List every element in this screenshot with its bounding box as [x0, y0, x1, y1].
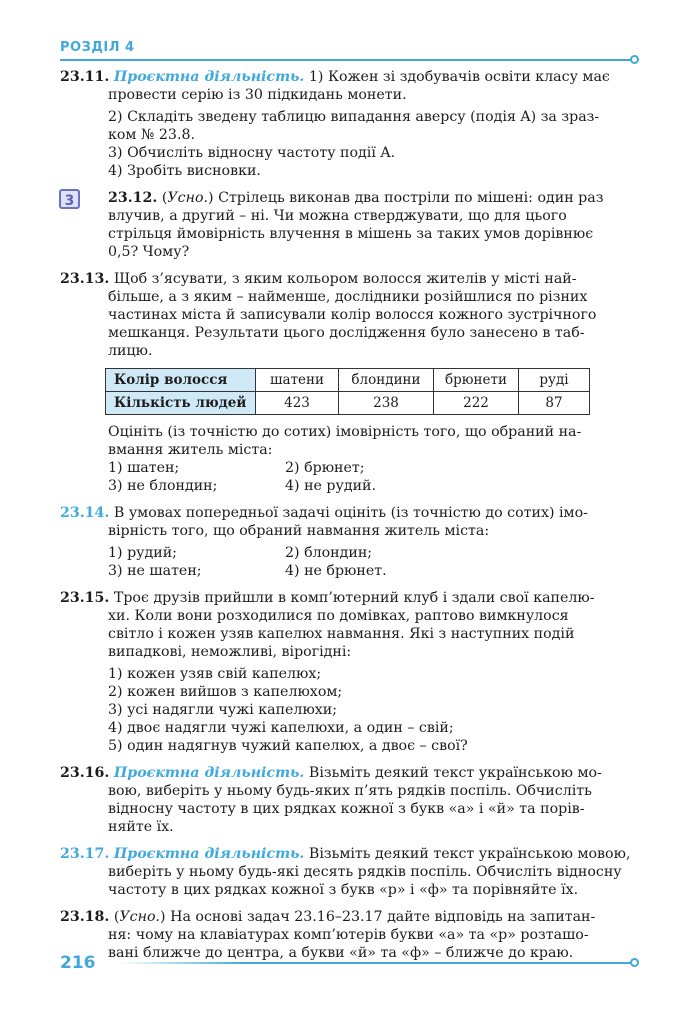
header-rule-dot: [630, 55, 639, 64]
problem-text: Оцініть (із точністю до сотих) імовірність того, що обраний на-: [108, 424, 582, 440]
problem-text: відносну частоту в цих рядках кожної з букв «а» і «й» та порів-: [108, 801, 585, 817]
problem-text: вмання житель міста:: [108, 442, 273, 458]
problem-text: ня: чому на клавіатурах комп’ютерів букви «а» та «р» розташо-: [108, 927, 589, 943]
problem-23-14: [60, 504, 641, 580]
hair-color-table: [105, 368, 590, 415]
table-header-cell: Колір волосся: [106, 369, 256, 392]
table-cell: 423: [256, 392, 339, 415]
project-label: Проєктна діяльність.: [113, 765, 305, 781]
problem-text: виберіть у ньому будь-які десять рядків поспіль. Обчисліть відносну: [108, 864, 622, 880]
option-item: 1) шатен;: [108, 460, 180, 476]
section-label: РОЗДІЛ 4: [60, 40, 135, 55]
problem-23-11: [60, 68, 641, 180]
problem-number: 23.13.: [60, 271, 110, 287]
problem-text: вою, виберіть у ньому будь-яких п’ять рядків поспіль. Обчисліть: [108, 783, 592, 799]
option-item: 3) не блондин;: [108, 478, 218, 494]
problem-text: ком № 23.8.: [108, 127, 195, 143]
option-item: 4) не брюнет.: [285, 563, 387, 579]
problem-text: мешканця. Результати цього дослідження було занесено в таб-: [108, 325, 585, 341]
problem-number: 23.18.: [60, 909, 110, 925]
list-item: 3) усі надягли чужі капелюхи;: [108, 702, 338, 718]
problem-number: 23.17.: [60, 846, 110, 862]
oral-label: Усно.: [167, 190, 209, 206]
oral-label: Усно.: [119, 909, 161, 925]
problem-text: вірність того, що обраний навмання житель міста:: [108, 523, 490, 539]
problem-23-17: [60, 845, 641, 899]
table-cell: 222: [434, 392, 519, 415]
problem-text: 4) Зробіть висновки.: [108, 163, 261, 179]
problem-23-13: [60, 270, 641, 495]
problem-text: випадкові, неможливі, вірогідні:: [108, 644, 352, 660]
problem-23-16: [60, 764, 641, 836]
list-item: 2) кожен вийшов з капелюхом;: [108, 684, 343, 700]
problem-text: Візьміть деякий текст українською мовою,: [304, 846, 631, 862]
list-item: 4) двоє надягли чужі капелюхи, а один – свій;: [108, 720, 454, 736]
problem-text: частоту в цих рядках кожної з букв «р» і «ф» та порівняйте їх.: [108, 882, 579, 898]
option-item: 2) брюнет;: [285, 460, 365, 476]
problem-23-18: 23.18. (Усно.) На основі задач 23.16–23.17 дайте відповідь на запитан- ня: чому на клавіатурах комп’ютерів букви «а» та «р» розташо- вані ближче до центра, а букви «й» та «ф» – ближче до краю.: [60, 908, 641, 962]
problem-number: 23.14.: [60, 505, 110, 521]
problem-text: влучив, а другий – ні. Чи можна стверджувати, що для цього: [108, 208, 567, 224]
list-item: 5) один надягнув чужий капелюх, а двоє – свої?: [108, 738, 468, 754]
list-item: 1) кожен узяв свій капелюх;: [108, 666, 322, 682]
problem-text: 2) Складіть зведену таблицю випадання аверсу (подія A) за зраз-: [108, 109, 600, 125]
table-cell: руді: [519, 369, 590, 392]
table-cell: шатени: [256, 369, 339, 392]
problem-text: стрільця ймовірність влучення в мішень за таких умов дорівнює: [108, 226, 594, 242]
footer-rule: [118, 962, 632, 964]
problem-text: Троє друзів прийшли в комп’ютерний клуб і здали свої капелю-: [109, 590, 595, 606]
page-content: [60, 68, 641, 971]
problem-text: 1) Кожен зі здобувачів освіти класу має: [304, 69, 610, 85]
problem-text: В умовах попередньої задачі оцініть (із точністю до сотих) імо-: [109, 505, 588, 521]
option-item: 4) не рудий.: [285, 478, 377, 494]
answer-options: [60, 544, 641, 580]
problem-text: Візьміть деякий текст українською мо-: [304, 765, 602, 781]
problem-text: На основі задач 23.16–23.17 дайте відповідь на запитан-: [165, 909, 596, 925]
problem-23-12: 3 23.12. (Усно.) Стрілець виконав два постріли по мішені: один раз влучив, а другий – ні. Чи можна стверджувати, що для цього стрільця ймовірність влучення в мішень за таких умов дорівнює 0,5? Чому?: [60, 189, 641, 261]
answer-options: [60, 459, 641, 495]
header-rule: [60, 59, 632, 61]
table-header-cell: Кількість людей: [106, 392, 256, 415]
problem-text: лицю.: [108, 343, 153, 359]
project-label: Проєктна діяльність.: [113, 69, 305, 85]
problem-text: Стрілець виконав два постріли по мішені: один раз: [213, 190, 604, 206]
problem-text: частинах міста й записували колір волосся кожного зустрічного: [108, 307, 597, 323]
difficulty-badge-icon: 3: [59, 189, 80, 209]
problem-text: більше, а з яким – найменше, дослідники розійшлися по різних: [108, 289, 588, 305]
problem-text: Щоб з’ясувати, з яким кольором волосся жителів у місті най-: [109, 271, 577, 287]
problem-number: 23.15.: [60, 590, 110, 606]
table-cell: брюнети: [434, 369, 519, 392]
problem-text: 0,5? Чому?: [108, 244, 190, 260]
footer-rule-dot: [630, 958, 639, 967]
table-cell: блондини: [339, 369, 434, 392]
problem-text: вані ближче до центра, а букви «й» та «ф» – ближче до краю.: [108, 945, 574, 961]
problem-number: 23.11.: [60, 69, 110, 85]
problem-text: світло і кожен узяв капелюх навмання. Які з наступних подій: [108, 626, 575, 642]
option-item: 3) не шатен;: [108, 563, 202, 579]
problem-text: хи. Коли вони розходилися по домівках, раптово вимкнулося: [108, 608, 569, 624]
table-cell: 87: [519, 392, 590, 415]
project-label: Проєктна діяльність.: [113, 846, 305, 862]
table-row: [106, 369, 590, 392]
problem-number: 23.12.: [108, 190, 158, 206]
problem-text: 3) Обчисліть відносну частоту події A.: [108, 145, 396, 161]
page-number: 216: [60, 953, 96, 973]
problem-number: 23.16.: [60, 765, 110, 781]
problem-23-15: [60, 589, 641, 755]
table-row: [106, 392, 590, 415]
table-cell: 238: [339, 392, 434, 415]
option-item: 1) рудий;: [108, 545, 177, 561]
problem-text: провести серію із 30 підкидань монети.: [108, 87, 407, 103]
problem-text: няйте їх.: [108, 819, 174, 835]
option-item: 2) блондин;: [285, 545, 373, 561]
